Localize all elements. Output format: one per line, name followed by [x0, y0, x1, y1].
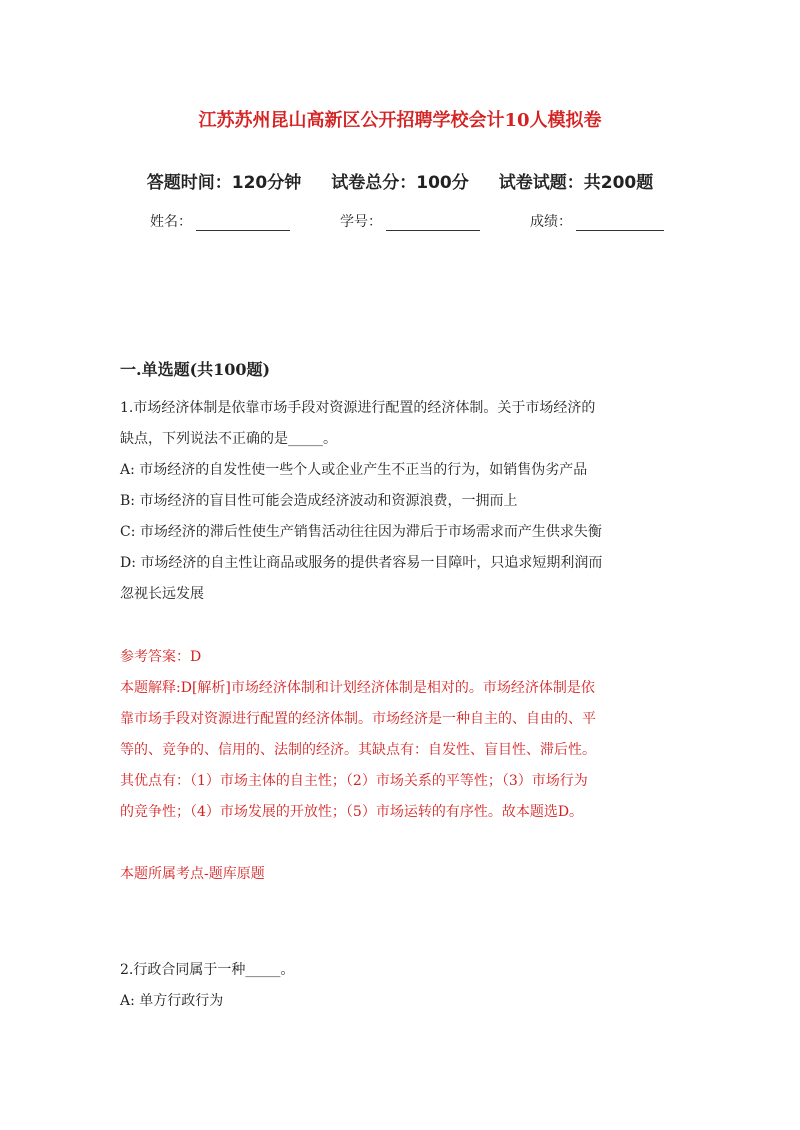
name-blank [196, 216, 290, 231]
grade-blank [576, 216, 664, 231]
exam-question-count: 试卷试题：共200题 [498, 173, 654, 193]
document-title: 江苏苏州昆山高新区公开招聘学校会计10人模拟卷 [198, 110, 602, 131]
question-1-explanation-line-2: 靠市场手段对资源进行配置的经济体制。市场经济是一种自主的、自由的、平 [120, 711, 596, 727]
question-1-option-a: A: 市场经济的自发性使一些个人或企业产生不正当的行为，如销售伪劣产品 [120, 462, 588, 478]
question-1-option-b: B: 市场经济的盲目性可能会造成经济波动和资源浪费，一拥而上 [120, 493, 518, 509]
question-1-source: 本题所属考点-题库原题 [120, 866, 265, 882]
exam-time: 答题时间：120分钟 [146, 173, 302, 193]
question-2-option-a: A: 单方行政行为 [120, 993, 224, 1009]
question-1-explanation-line-3: 等的、竞争的、信用的、法制的经济。其缺点有：自发性、盲目性、滞后性。 [120, 742, 596, 758]
student-id-label: 学号： [340, 214, 382, 230]
question-1-explanation-line-5: 的竞争性；（4）市场发展的开放性；（5）市场运转的有序性。故本题选D。 [120, 804, 584, 820]
question-2-stem: 2.行政合同属于一种_____。 [120, 962, 295, 978]
name-field [150, 211, 290, 231]
question-1-answer: 参考答案：D [120, 649, 202, 665]
grade-field [530, 211, 664, 231]
student-id-blank [386, 216, 480, 231]
question-1-answer-block [120, 642, 690, 828]
question-1-option-c: C: 市场经济的滞后性使生产销售活动往往因为滞后于市场需求而产生供求失衡 [120, 524, 602, 540]
question-2 [120, 955, 690, 1017]
question-1 [120, 393, 690, 610]
question-1-option-d-line-2: 忽视长远发展 [120, 586, 204, 602]
exam-meta [0, 168, 800, 193]
name-label: 姓名： [150, 214, 192, 230]
exam-total-score: 试卷总分：100分 [331, 173, 469, 193]
question-1-option-d-line-1: D: 市场经济的自主性让商品或服务的提供者容易一目障叶，只追求短期利润而 [120, 555, 603, 571]
question-1-stem-line-2: 缺点，下列说法不正确的是_____。 [120, 431, 337, 447]
question-1-stem-line-1: 1.市场经济体制是依靠市场手段对资源进行配置的经济体制。关于市场经济的 [120, 400, 596, 416]
question-1-explanation-line-1: 本题解释:D[解析]市场经济体制和计划经济体制是相对的。市场经济体制是依 [120, 680, 595, 696]
student-id-field [340, 211, 480, 231]
question-1-explanation-line-4: 其优点有：（1）市场主体的自主性；（2）市场关系的平等性；（3）市场行为 [120, 773, 588, 789]
grade-label: 成绩： [530, 214, 572, 230]
section-heading: 一.单选题(共100题) [120, 360, 271, 379]
